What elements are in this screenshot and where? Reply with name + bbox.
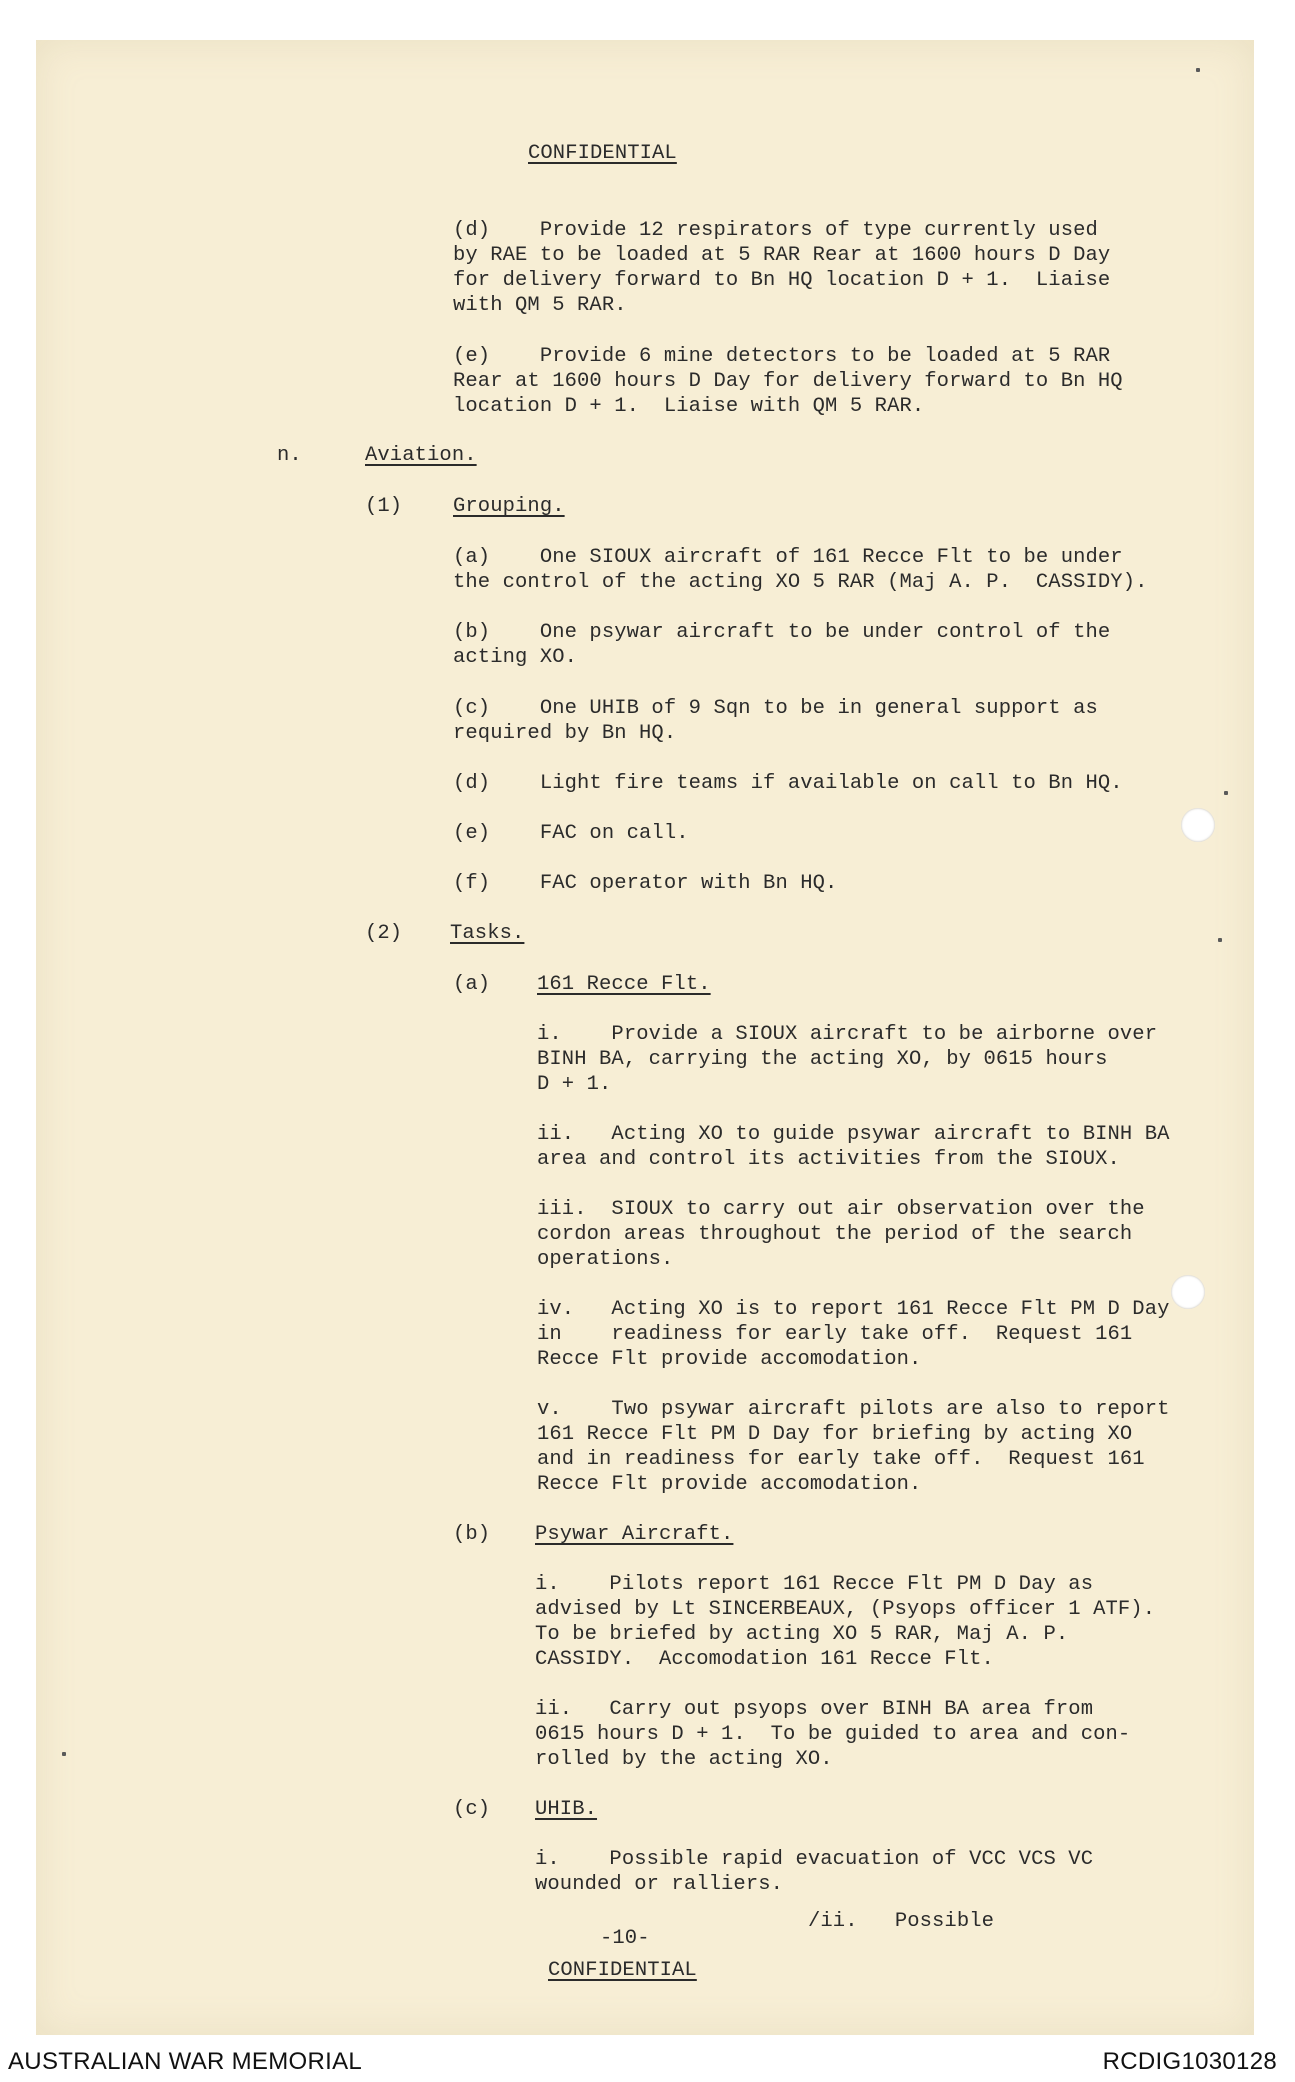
subsection-number: (2): [365, 922, 403, 945]
para-d-line: (d) Provide 12 respirators of type currently used: [453, 219, 1098, 242]
section-title: Aviation.: [365, 444, 477, 467]
task-a-ii-line: ii. Acting XO to guide psywar aircraft to BINH BA: [537, 1123, 1170, 1146]
task-a-v-line: and in readiness for early take off. Request 161: [537, 1448, 1145, 1471]
footer-marking: CONFIDENTIAL: [548, 1959, 697, 1982]
task-a-v-line: 161 Recce Flt PM D Day for briefing by acting XO: [537, 1423, 1133, 1446]
task-title: 161 Recce Flt.: [537, 973, 711, 996]
archive-reference: RCDIG1030128: [1102, 2048, 1277, 2075]
grouping-a-line: the control of the acting XO 5 RAR (Maj A. P. CASSIDY).: [453, 571, 1148, 594]
task-c-i-line: wounded or ralliers.: [535, 1873, 784, 1896]
task-a-ii-line: area and control its activities from the SIOUX.: [537, 1148, 1120, 1171]
grouping-d-line: (d) Light fire teams if available on call to Bn HQ.: [453, 772, 1123, 795]
punch-hole-upper: [1181, 808, 1215, 842]
task-b-i-line: i. Pilots report 161 Recce Flt PM D Day as: [535, 1573, 1094, 1596]
grouping-e-line: (e) FAC on call.: [453, 822, 689, 845]
subsection-number: (1): [365, 495, 403, 518]
task-title: UHIB.: [535, 1798, 598, 1821]
task-number: (a): [453, 973, 491, 996]
para-e-line: (e) Provide 6 mine detectors to be loaded at 5 RAR: [453, 345, 1111, 368]
task-c-i-line: i. Possible rapid evacuation of VCC VCS VC: [535, 1848, 1094, 1871]
punch-hole-lower: [1171, 1275, 1205, 1309]
subsection-title: Tasks.: [450, 922, 525, 945]
task-b-ii-line: rolled by the acting XO.: [535, 1748, 833, 1771]
paper-mark: [1224, 791, 1228, 795]
continuation-note: /ii. Possible: [808, 1910, 995, 1933]
task-b-i-line: advised by Lt SINCERBEAUX, (Psyops officer 1 ATF).: [535, 1598, 1156, 1621]
task-a-v-line: v. Two psywar aircraft pilots are also to report: [537, 1398, 1170, 1421]
para-e-line: location D + 1. Liaise with QM 5 RAR.: [453, 395, 925, 418]
page-number: -10-: [600, 1927, 650, 1950]
task-a-iii-line: cordon areas throughout the period of the search: [537, 1223, 1133, 1246]
task-b-i-line: CASSIDY. Accomodation 161 Recce Flt.: [535, 1648, 994, 1671]
task-a-iv-line: Recce Flt provide accomodation.: [537, 1348, 922, 1371]
task-a-v-line: Recce Flt provide accomodation.: [537, 1473, 922, 1496]
grouping-c-line: (c) One UHIB of 9 Sqn to be in general support as: [453, 697, 1098, 720]
paper-mark: [62, 1752, 66, 1756]
paper-mark: [1196, 68, 1200, 72]
page-header: CONFIDENTIAL: [528, 142, 677, 165]
section-marker: n.: [277, 444, 302, 467]
task-b-ii-line: ii. Carry out psyops over BINH BA area from: [535, 1698, 1094, 1721]
task-a-iii-line: operations.: [537, 1248, 674, 1271]
archive-name: AUSTRALIAN WAR MEMORIAL: [8, 2048, 363, 2075]
grouping-c-line: required by Bn HQ.: [453, 722, 677, 745]
task-a-i-line: D + 1.: [537, 1073, 612, 1096]
para-d-line: with QM 5 RAR.: [453, 294, 627, 317]
subsection-title: Grouping.: [453, 495, 565, 518]
task-number: (b): [453, 1523, 491, 1546]
para-d-line: for delivery forward to Bn HQ location D + 1. Liaise: [453, 269, 1111, 292]
task-a-i-line: i. Provide a SIOUX aircraft to be airborne over: [537, 1023, 1158, 1046]
grouping-a-line: (a) One SIOUX aircraft of 161 Recce Flt to be under: [453, 546, 1123, 569]
task-number: (c): [453, 1798, 491, 1821]
task-a-iii-line: iii. SIOUX to carry out air observation over the: [537, 1198, 1145, 1221]
task-b-ii-line: 0615 hours D + 1. To be guided to area and con-: [535, 1723, 1131, 1746]
task-a-iv-line: in readiness for early take off. Request 161: [537, 1323, 1133, 1346]
grouping-b-line: acting XO.: [453, 646, 578, 669]
task-a-iv-line: iv. Acting XO is to report 161 Recce Flt PM D Day: [537, 1298, 1170, 1321]
grouping-b-line: (b) One psywar aircraft to be under control of the: [453, 621, 1111, 644]
para-e-line: Rear at 1600 hours D Day for delivery forward to Bn HQ: [453, 370, 1123, 393]
grouping-f-line: (f) FAC operator with Bn HQ.: [453, 872, 838, 895]
paper-mark: [1218, 938, 1222, 942]
task-a-i-line: BINH BA, carrying the acting XO, by 0615 hours: [537, 1048, 1108, 1071]
task-b-i-line: To be briefed by acting XO 5 RAR, Maj A. P.: [535, 1623, 1069, 1646]
para-d-line: by RAE to be loaded at 5 RAR Rear at 1600 hours D Day: [453, 244, 1111, 267]
task-title: Psywar Aircraft.: [535, 1523, 734, 1546]
